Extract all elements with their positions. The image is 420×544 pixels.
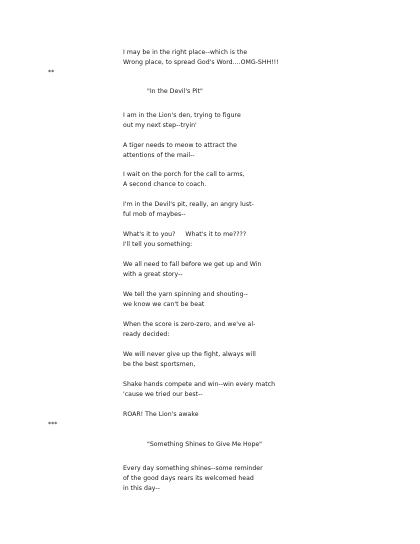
poem-line: in this day-- [123,485,160,492]
poem-line: We all need to fall before we get up and Win [123,261,262,268]
poem-line: 'cause we tried our best-- [123,391,203,398]
section-separator: *** [48,421,58,428]
poem-line: We tell the yarn spinning and shouting-- [123,291,249,298]
poem-line: Every day something shines--some reminder [123,465,263,472]
poem-line: When the score is zero-zero, and we've al- [123,321,256,328]
poem-line: We will never give up the fight, always will [123,351,256,358]
section-separator: ** [48,69,55,76]
poem-line: ready decided: [123,331,170,338]
poem-line: I wait on the porch for the call to arms, [123,171,245,178]
poem-line: we know we can't be beat [123,301,205,308]
poem-line: out my next step--tryin' [123,122,197,129]
poem-line: What's it to you? What's it to me???? [123,231,247,238]
poem-line: be the best sportsmen, [123,361,196,368]
poem-line: of the good days rears its welcomed head [123,475,254,482]
poem-line: attentions of the mail-- [123,152,195,159]
poem-line: A tiger needs to meow to attract the [123,142,237,149]
poem-line: ROAR! The Lion's awake [123,411,199,418]
intro-line-2: Wrong place, to spread God's Word....OMG-SHH!!! [123,59,279,66]
intro-line-1: I may be in the right place--which is the [123,49,248,56]
poem-title: "Something Shines to Give Me Hope" [147,441,263,448]
poem-line: ful mob of maybes-- [123,211,186,218]
poem-line: I am in the Lion's den, trying to figure [123,112,241,119]
poem-title: "In the Devil's Pit" [147,88,203,95]
poem-line: Shake hands compete and win--win every match [123,381,276,388]
poem-line: A second chance to coach. [123,181,207,188]
poem-line: I'm in the Devil's pit, really, an angry lust- [123,201,254,208]
poem-line: I'll tell you something: [123,241,193,248]
poem-line: with a great story-- [123,271,183,278]
